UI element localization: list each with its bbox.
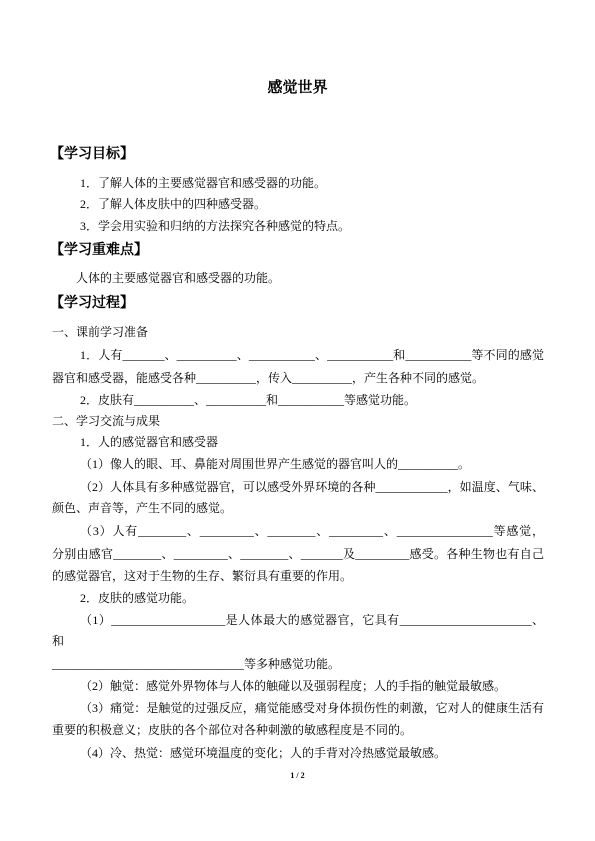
- paragraph-line: （3）痛觉：是触觉的过强反应，痛觉能感受对身体损伤性的刺激，它对人的健康生活有: [80, 701, 544, 715]
- question-line: 器官和感受器，能感受各种__________，传入__________，产生各种不同的感觉。: [52, 371, 485, 385]
- question-line: 颜色、声音等，产生不同的感觉。: [52, 501, 233, 515]
- page-title: 感觉世界: [267, 79, 328, 96]
- goal-item: 1．了解人体的主要感觉器官和感受器的功能。: [80, 176, 327, 190]
- subsection-heading-sense-organs: 1．人的感觉器官和感受器: [80, 435, 219, 449]
- paragraph-line: 重要的积极意义；皮肤的各个部位对各种刺激的敏感程度是不同的。: [52, 723, 413, 737]
- paragraph-line: （2）触觉：感觉外界物体与人体的触碰以及强弱程度；人的手指的触觉最敏感。: [80, 679, 507, 693]
- question-line: 1．人有_______、__________、___________、___________和___________等不同的感觉: [80, 348, 544, 362]
- section-heading-process: 【学习过程】: [50, 294, 134, 310]
- question-line: （1）像人的眼、耳、鼻能对周围世界产生感觉的器官叫人的__________。: [80, 457, 471, 471]
- section-heading-key-points: 【学习重难点】: [50, 241, 148, 257]
- page-number: 1 / 2: [290, 771, 305, 780]
- question-line: ________________________________等多种感觉功能。: [52, 657, 341, 671]
- subsection-heading-skin: 2．皮肤的感觉功能。: [80, 591, 195, 605]
- question-line: （3）人有________、_________、________、_________、________________等感觉，: [80, 524, 544, 538]
- question-line: 和: [52, 634, 65, 648]
- part-heading-preparation: 一、课前学习准备: [52, 325, 149, 339]
- paragraph-line: （4）冷、热觉：感觉环境温度的变化；人的手背对冷热感觉最敏感。: [80, 746, 447, 760]
- question-line: （2）人体具有多种感觉器官，可以感受外界环境的各种____________，如温度、气味、: [80, 480, 544, 494]
- section-heading-goals: 【学习目标】: [50, 145, 134, 161]
- key-points-text: 人体的主要感觉器官和感受器的功能。: [76, 271, 281, 285]
- question-line: （1）___________________是人体最大的感觉器官，它具有______________________、: [80, 613, 544, 627]
- part-heading-exchange: 二、学习交流与成果: [52, 414, 161, 428]
- question-line: 2．皮肤有__________、__________和___________等感觉功能。: [80, 393, 417, 407]
- goal-item: 3．学会用实验和归纳的方法探究各种感觉的特点。: [80, 219, 351, 233]
- question-line: 分别由感官________、_________、________、_______及_________感受。各种生物也有自己: [52, 547, 544, 561]
- goal-item: 2．了解人体皮肤中的四种感受器。: [80, 197, 267, 211]
- question-line: 的感觉器官，这对于生物的生存、繁衍具有重要的作用。: [52, 569, 353, 583]
